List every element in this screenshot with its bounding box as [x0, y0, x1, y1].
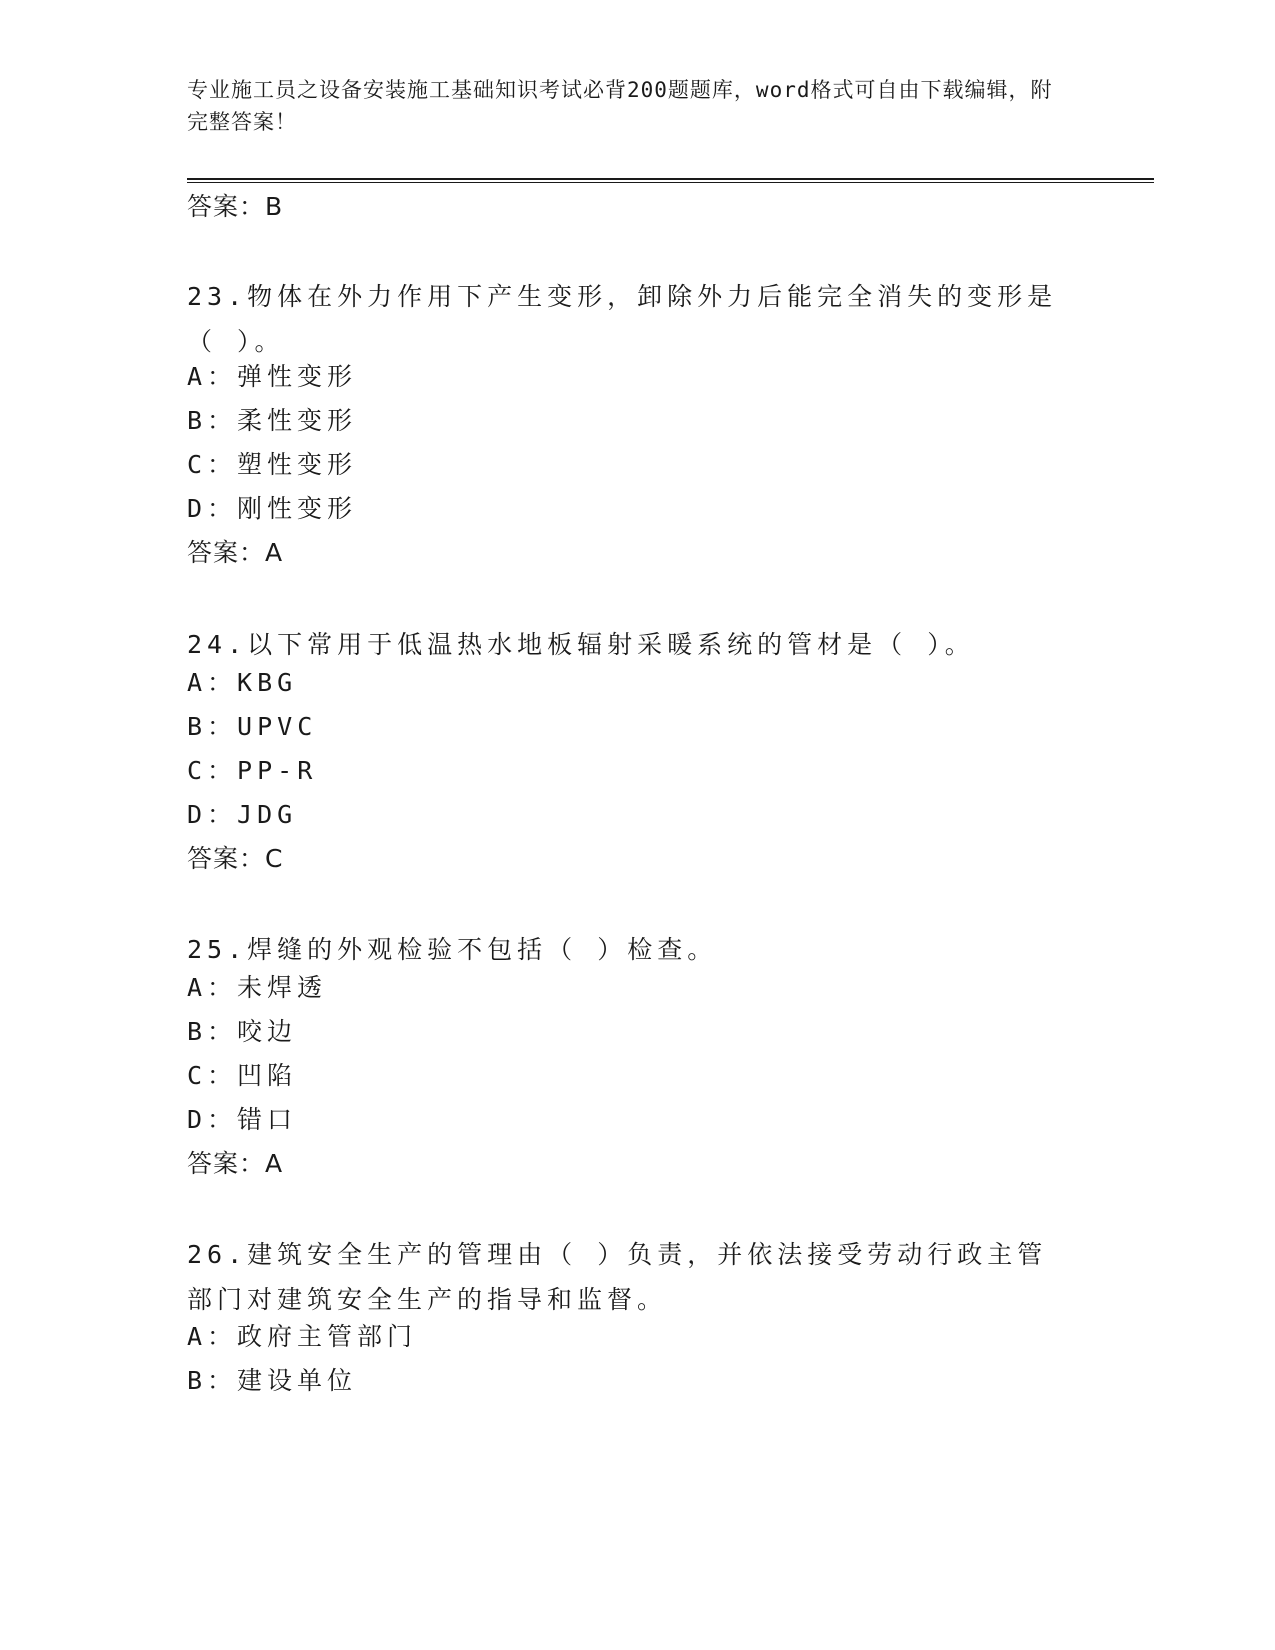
option-a: A：弹性变形	[187, 362, 358, 391]
answer-label: 答案：C	[187, 844, 284, 873]
question-text: 24.以下常用于低温热水地板辐射采暖系统的管材是（ ）。	[187, 630, 975, 659]
option-b: B：柔性变形	[187, 406, 358, 435]
option-d: D：刚性变形	[187, 494, 358, 523]
question-text: 26.建筑安全生产的管理由（ ）负责，并依法接受劳动行政主管部门对建筑安全生产的指导和监督。	[187, 1240, 1048, 1314]
option-c: C：凹陷	[187, 1061, 298, 1090]
option-c: C：塑性变形	[187, 450, 358, 479]
question-text: 25.焊缝的外观检验不包括（ ）检查。	[187, 935, 718, 964]
option-c: C：PP-R	[187, 756, 318, 785]
option-a: A：政府主管部门	[187, 1322, 418, 1351]
option-b: B：咬边	[187, 1017, 298, 1046]
document-header: 专业施工员之设备安装施工基础知识考试必背200题题库，word格式可自由下载编辑，附完整答案！	[187, 78, 1053, 134]
option-a: A：KBG	[187, 668, 298, 697]
option-a: A：未焊透	[187, 973, 328, 1002]
option-d: D：JDG	[187, 800, 298, 829]
answer-label: 答案：A	[187, 538, 284, 567]
option-b: B：UPVC	[187, 712, 318, 741]
header-divider	[187, 178, 1154, 183]
answer-label: 答案：A	[187, 1149, 284, 1178]
previous-answer: 答案：B	[187, 192, 284, 221]
question-text: 23.物体在外力作用下产生变形，卸除外力后能完全消失的变形是（ ）。	[187, 282, 1058, 356]
option-b: B：建设单位	[187, 1366, 358, 1395]
option-d: D：错口	[187, 1105, 298, 1134]
